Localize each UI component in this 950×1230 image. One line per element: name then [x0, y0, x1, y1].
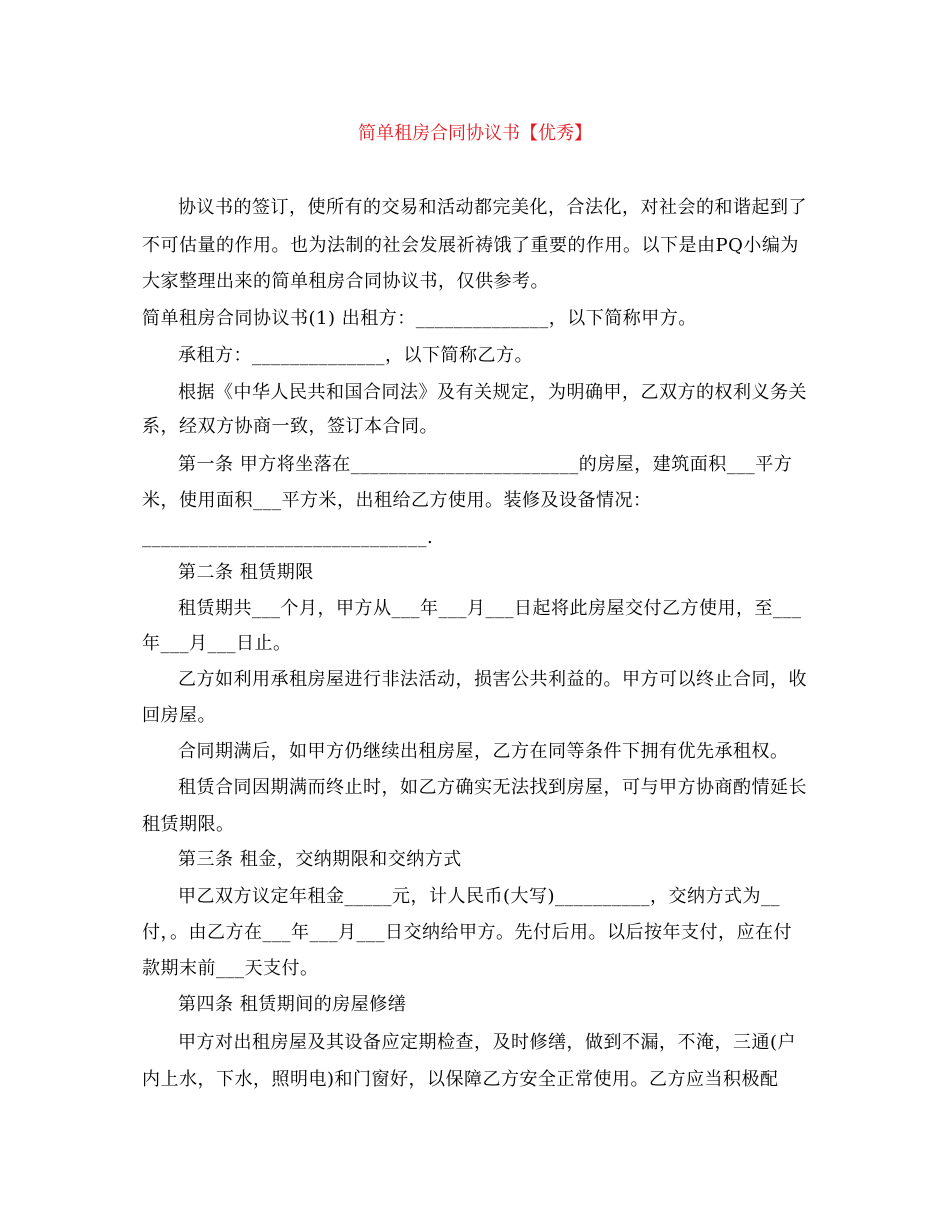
paragraph-line: 不可估量的作用。也为法制的社会发展祈祷饿了重要的作用。以下是由PQ小编为 — [142, 235, 799, 256]
paragraph-line: 甲乙双方议定年租金_____元，计人民币(大写)__________，交纳方式为__ — [178, 886, 781, 907]
paragraph-line: 承租方：______________，以下简称乙方。 — [178, 345, 533, 366]
paragraph-line: 根据《中华人民共和国合同法》及有关规定，为明确甲，乙双方的权利义务关 — [178, 382, 807, 403]
paragraph-line: 付，。由乙方在___年___月___日交纳给甲方。先付后用。以后按年支付，应在付 — [142, 922, 792, 943]
paragraph-line: 租赁期共___个月，甲方从___年___月___日起将此房屋交付乙方使用，至___ — [178, 598, 802, 619]
paragraph-line: 乙方如利用承租房屋进行非法活动，损害公共利益的。甲方可以终止合同，收 — [178, 669, 807, 690]
paragraph-line: 租赁合同因期满而终止时，如乙方确实无法找到房屋，可与甲方协商酌情延长 — [178, 777, 807, 798]
paragraph-line: 租赁期限。 — [142, 814, 235, 835]
section-heading: 第三条 租金，交纳期限和交纳方式 — [178, 849, 462, 870]
paragraph-line: 系，经双方协商一致，签订本合同。 — [142, 416, 438, 437]
paragraph-line: ______________________________. — [142, 527, 434, 548]
paragraph-line: 甲方对出租房屋及其设备应定期检查，及时修缮，做到不漏，不淹，三通(户 — [178, 1032, 797, 1053]
section-heading: 第四条 租赁期间的房屋修缮 — [178, 994, 407, 1015]
paragraph-line: 协议书的签订，使所有的交易和活动都完美化，合法化，对社会的和谐起到了 — [178, 197, 807, 218]
paragraph-line: 回房屋。 — [142, 705, 216, 726]
document-title: 简单租房合同协议书【优秀】 — [358, 123, 592, 144]
paragraph-line: 内上水，下水，照明电)和门窗好，以保障乙方安全正常使用。乙方应当积极配 — [142, 1069, 779, 1090]
paragraph-line: 合同期满后，如甲方仍继续出租房屋，乙方在同等条件下拥有优先承租权。 — [178, 741, 789, 762]
paragraph-line: 年___月___日止。 — [142, 633, 292, 654]
paragraph-line: 第一条 甲方将坐落在________________________的房屋，建筑面积___平方 — [178, 454, 793, 475]
paragraph-line: 简单租房合同协议书(1) 出租方：______________，以下简称甲方。 — [142, 308, 697, 329]
section-heading: 第二条 租赁期限 — [178, 562, 314, 583]
paragraph-line: 大家整理出来的简单租房合同协议书，仅供参考。 — [142, 271, 549, 292]
paragraph-line: 米，使用面积___平方米，出租给乙方使用。装修及设备情况： — [142, 490, 652, 511]
paragraph-line: 款期末前___天支付。 — [142, 958, 319, 979]
